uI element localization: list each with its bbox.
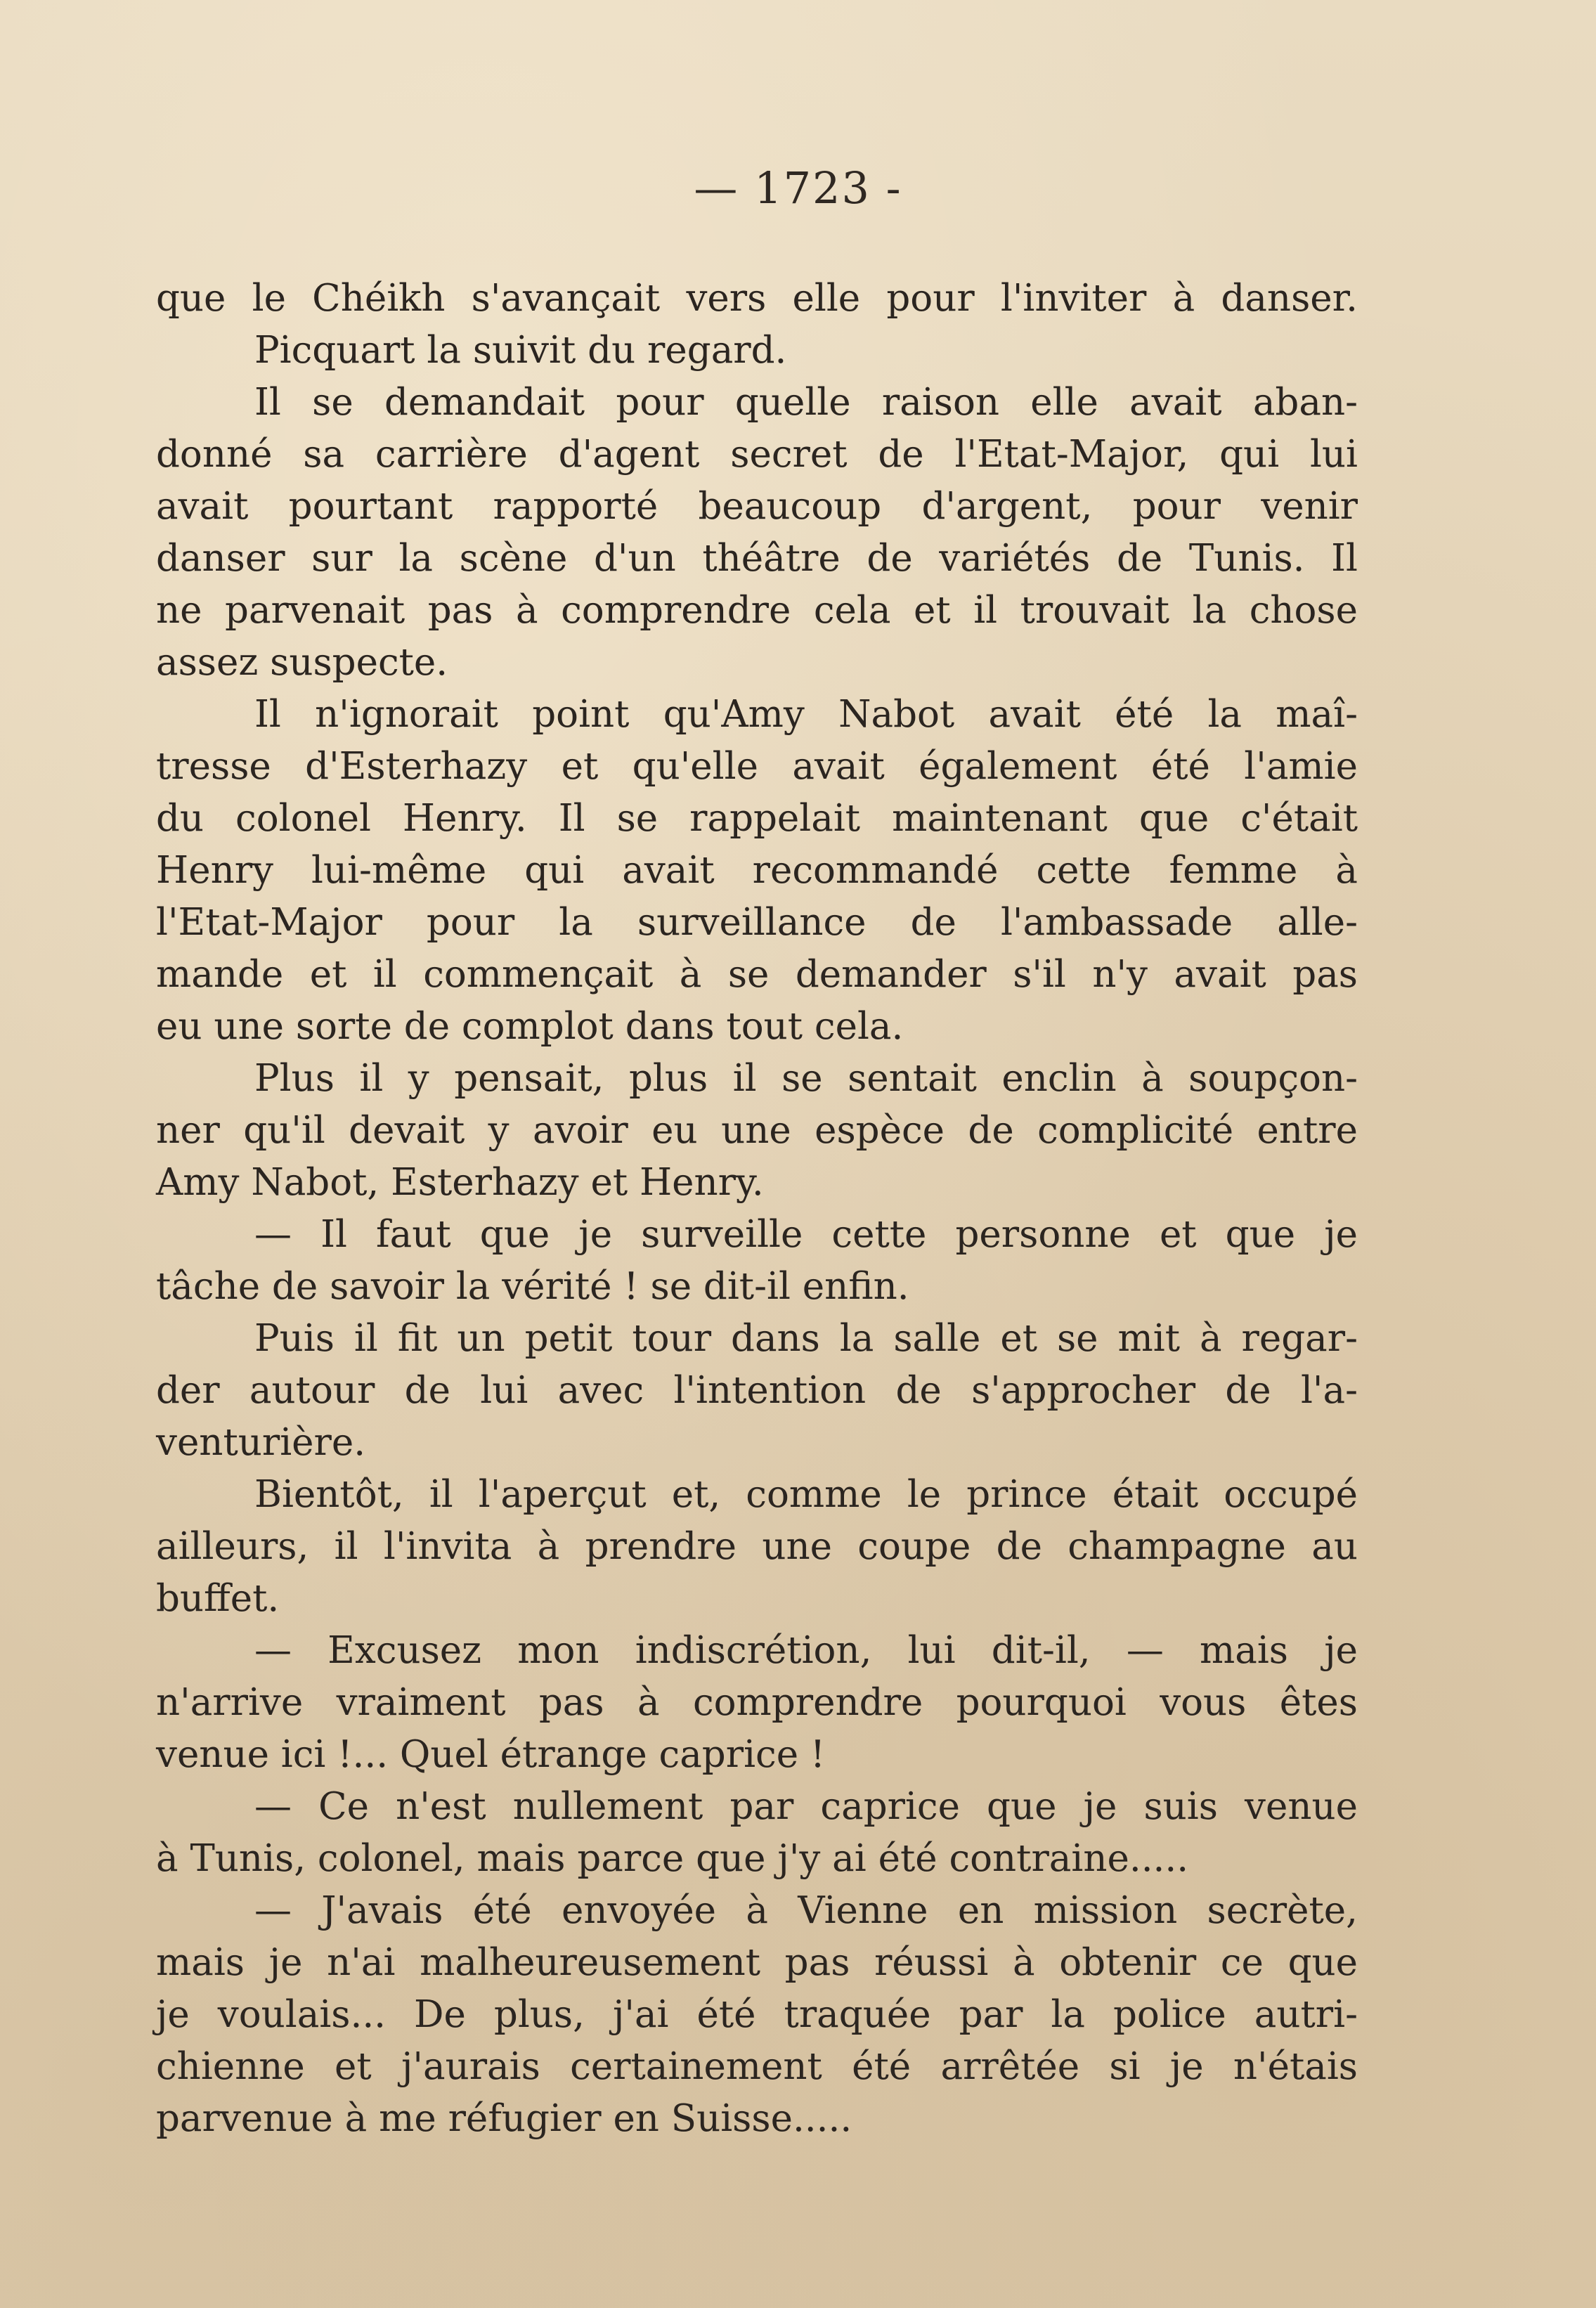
text-line: l'Etat-Major pour la surveillance de l'ambassade alle- [156,901,1358,944]
page-number: — 1723 - [694,162,902,214]
text-line: Bientôt, il l'aperçut et, comme le prince était occupé [254,1473,1358,1516]
text-line: que le Chéikh s'avançait vers elle pour l'inviter à danser. [156,277,1358,320]
text-line: — J'avais été envoyée à Vienne en mission secrète, [254,1889,1358,1932]
body-text [156,273,1358,2145]
text-line: Picquart la suivit du regard. [254,329,787,372]
text-line: n'arrive vraiment pas à comprendre pourquoi vous êtes [156,1681,1358,1724]
text-line: avait pourtant rapporté beaucoup d'argent, pour venir [156,485,1358,528]
text-line: Il n'ignorait point qu'Amy Nabot avait été la maî- [254,693,1358,736]
text-line: Plus il y pensait, plus il se sentait enclin à soupçon- [254,1057,1358,1100]
text-line: eu une sorte de complot dans tout cela. [156,1005,904,1048]
text-line: mande et il commençait à se demander s'il n'y avait pas [156,953,1358,996]
text-line: der autour de lui avec l'intention de s'approcher de l'a- [156,1369,1358,1412]
text-line: du colonel Henry. Il se rappelait maintenant que c'était [156,797,1358,840]
text-line: donné sa carrière d'agent secret de l'Etat-Major, qui lui [156,433,1358,476]
text-line: assez suspecte. [156,641,448,684]
text-line: Il se demandait pour quelle raison elle avait aban- [254,381,1358,424]
text-line: tâche de savoir la vérité ! se dit-il enfin. [156,1265,909,1308]
text-line: je voulais... De plus, j'ai été traquée par la police autri- [156,1993,1358,2036]
text-line: — Excusez mon indiscrétion, lui dit-il, — mais je [254,1629,1358,1672]
text-line: venue ici !... Quel étrange caprice ! [156,1733,826,1776]
text-line: Henry lui-même qui avait recommandé cette femme à [156,849,1358,892]
text-line: ner qu'il devait y avoir eu une espèce de complicité entre [156,1109,1358,1152]
text-line: Amy Nabot, Esterhazy et Henry. [156,1161,764,1204]
text-line: venturière. [156,1421,366,1464]
text-line: danser sur la scène d'un théâtre de variétés de Tunis. Il [156,537,1358,580]
text-line: ne parvenait pas à comprendre cela et il trouvait la chose [156,589,1358,632]
text-line: mais je n'ai malheureusement pas réussi à obtenir ce que [156,1941,1358,1984]
text-line: — Ce n'est nullement par caprice que je suis venue [254,1785,1358,1828]
text-line: Puis il fit un petit tour dans la salle et se mit à regar- [254,1317,1358,1360]
text-line: tresse d'Esterhazy et qu'elle avait également été l'amie [156,745,1358,788]
text-line: — Il faut que je surveille cette personne et que je [254,1213,1358,1256]
text-line: à Tunis, colonel, mais parce que j'y ai été contraine..... [156,1837,1189,1880]
text-line: ailleurs, il l'invita à prendre une coupe de champagne au [156,1525,1358,1568]
text-line: parvenue à me réfugier en Suisse..... [156,2097,852,2140]
text-line: buffet. [156,1577,280,1620]
text-line: chienne et j'aurais certainement été arrêtée si je n'étais [156,2045,1358,2088]
